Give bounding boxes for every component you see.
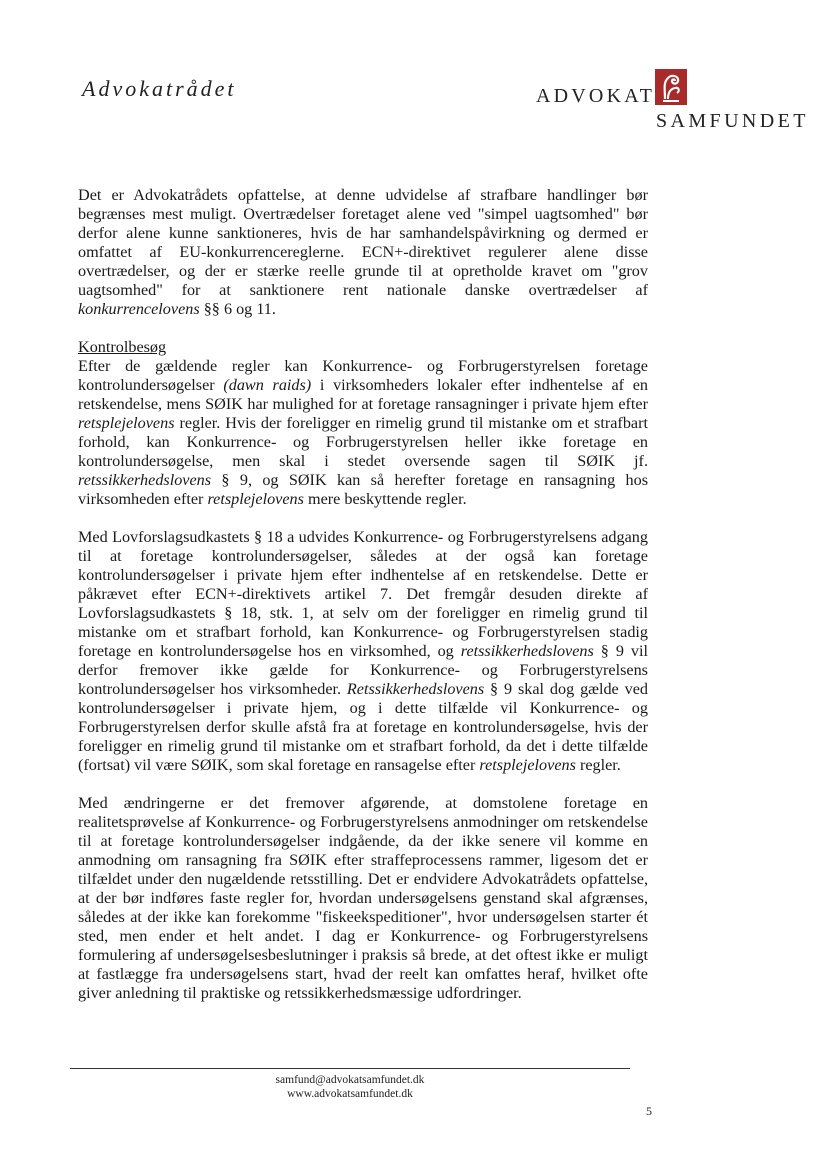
letter-body bbox=[78, 186, 648, 1003]
paragraph-1: Det er Advokatrådets opfattelse, at denne udvidelse af strafbare handlinger bør begrænses mest muligt. Overtrædelser foretaget alene ved "simpel uagtsomhed" bør derfor alene kunne sanktioneres, hvis de har samhandelspåvirkning og dermed er omfattet af EU-konkurrencereglerne. ECN+-direktivet regulerer alene disse overtrædelser, og der er stærke reelle grunde til at opretholde kravet om "grov uagtsomhed" for at sanktionere rent nationale danske overtrædelser af konkurrencelovens §§ 6 og 11. bbox=[78, 186, 648, 318]
page-number: 5 bbox=[646, 1104, 652, 1118]
footer-contact bbox=[70, 1073, 630, 1101]
footer-divider bbox=[70, 1068, 630, 1069]
footer-website: www.advokatsamfundet.dk bbox=[287, 1088, 413, 1100]
advokatsamfundet-logo bbox=[536, 68, 809, 132]
logo-text-samfundet: SAMFUNDET bbox=[656, 110, 809, 132]
logo-text-advokat: ADVOKAT bbox=[536, 85, 656, 107]
paragraph-4: Med ændringerne er det fremover afgørende, at domstolene foretage en realitetsprøvelse af Konkurrence- og Forbrugerstyrelsens anmodninger om retskendelse til at foretage kontrolundersøgelser indgående, da der ikke senere vil komme en anmodning om ransagning fra SØIK efter straffeprocessens rammer, ligesom det er tilfældet under den nugældende retsstilling. Det er endvidere Advokatrådets opfattelse, at der bør indføres faste regler for, hvordan undersøgelsens genstand skal afgrænses, således at der ikke kan forekomme "fiskeekspeditioner", hvor undersøgelsen starter ét sted, men ender et helt andet. I dag er Konkurrence- og Forbrugerstyrelsens formulering af undersøgelsesbeslutninger i praksis så brede, at det oftest ikke er muligt at fastlægge fra undersøgelsens start, hvad der reelt kan omfattes heraf, hvilket ofte giver anledning til praktiske og retssikkerhedsmæssige udfordringer. bbox=[78, 794, 648, 1002]
footer-email: samfund@advokatsamfundet.dk bbox=[275, 1074, 425, 1086]
paragraph-2: Efter de gældende regler kan Konkurrence- og Forbrugerstyrelsen foretage kontrolundersøgelser (dawn raids) i virksomheders lokaler efter indhentelse af en retskendelse, mens SØIK har mulighed for at foretage ransagninger i private hjem efter retsplejelovens regler. Hvis der foreligger en rimelig grund til mistanke om et strafbart forhold, kan Konkurrence- og Forbrugerstyrelsen heller ikke foretage en kontrolundersøgelse, men skal i stedet oversende sagen til SØIK jf. retssikkerhedslovens § 9, og SØIK kan så herefter foretage en ransagning hos virksomheden efter retsplejelovens mere beskyttende regler. bbox=[78, 357, 648, 508]
header-title: Advokatrådet bbox=[82, 76, 237, 101]
section-heading-kontrolbesog: Kontrolbesøg bbox=[78, 338, 167, 356]
paragraph-3: Med Lovforslagsudkastets § 18 a udvides Konkurrence- og Forbrugerstyrelsens adgang til at foretage kontrolundersøgelser, således at der også kan foretage kontrolundersøgelser i private hjem efter indhentelse af en retskendelse. Dette er påkrævet efter ECN+-direktivets artikel 7. Det fremgår desuden direkte af Lovforslagsudkastets § 18, stk. 1, at selv om der foreligger en rimelig grund til mistanke om et strafbart forhold, kan Konkurrence- og Forbrugerstyrelsen stadig foretage en kontrolundersøgelse hos en virksomhed, og retssikkerhedslovens § 9 vil derfor fremover ikke gælde for Konkurrence- og Forbrugerstyrelsens kontrolundersøgelser hos virksomheder. Retssikkerhedslovens § 9 skal dog gælde ved kontrolundersøgelser i private hjem, og i dette tilfælde vil Konkurrence- og Forbrugerstyrelsen derfor skulle afstå fra at foretage en kontrolundersøgelse, hvis der foreligger en rimelig grund til mistanke om et strafbart forhold, da det i dette tilfælde (fortsat) vil være SØIK, som skal foretage en ransagelse efter retsplejelovens regler. bbox=[78, 528, 648, 774]
logo-emblem-icon bbox=[655, 69, 687, 105]
